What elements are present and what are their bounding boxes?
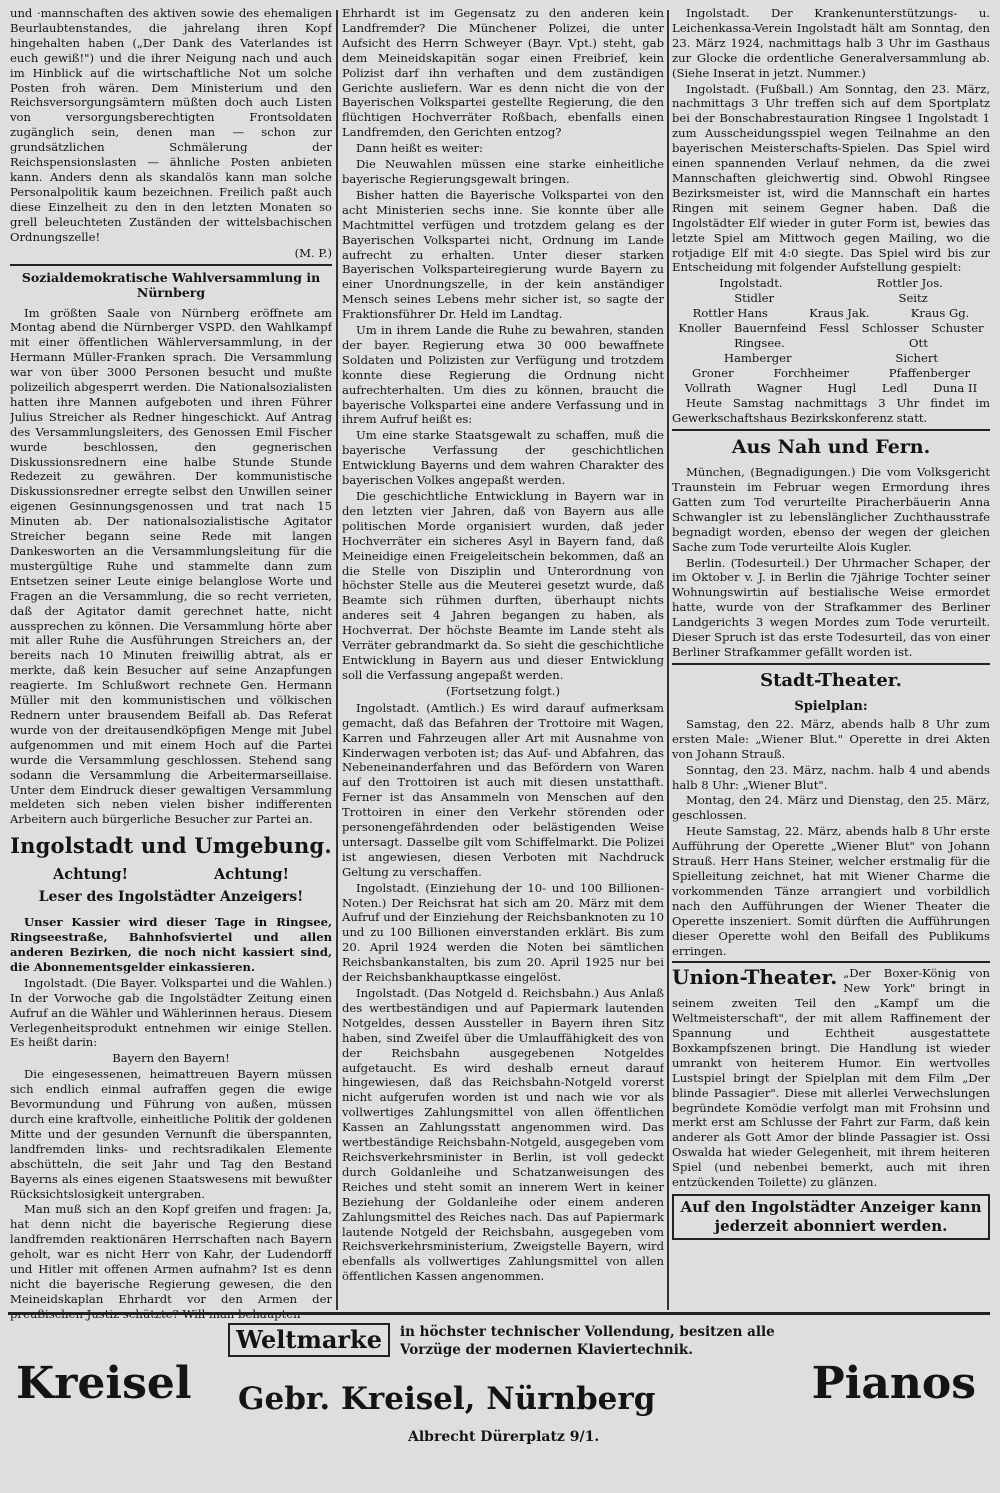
article-notgeld: Ingolstadt. (Das Notgeld d. Reichsbahn.) Aus Anlaß des wertbeständigen und auf Papiermark lautenden Notgeldes, dessen Aussteller in Bayern ihren Sitz haben, sind Zweifel über die Umlauffähigkeit des von der Reichsbahn ausgegebenen Notgeldes aufgetaucht. Es wird deshalb erneut darauf hingewiesen, daß das Reichsbahn-Notgeld vorerst nicht aufgerufen worden ist und nach wie vor als vollwertiges Zahlungsmittel von allen öffentlichen Kassen an Zahlungsstatt angenommen wird. Das wertbeständige Reichsbahn-Notgeld, ausgegeben vom Reichsverkehrsminister in Berlin, ist voll gedeckt durch Goldanleihe und Schatzanweisungen des Reiches und steht somit an innerem Wert in keiner Beziehung der Goldanleihe oder einem anderen Zahlungsmittel des Reiches nach. Das auf Papiermark lautende Notgeld der Reichsbahn, ausgegeben vom Reichsverkehrsministerium, Zweigstelle Bayern, wird ebenfalls als vollwertiges Zahlungsmittel von allen öffentlichen Kassen angenommen.: [342, 986, 664, 1284]
lineup-row: Groner Forchheimer Pfaffenberger: [691, 366, 970, 381]
article-paragraph: Bisher hatten die Bayerische Volkspartei von den acht Ministerien sechs inne. Sie konnte über alle Machtmittel verfügen und trotzdem gelang es der Bayerischen Volkspartei nicht, Ordnung im Lande aufrecht zu erhalten. Unter dieser starken Bayerischen Volksparteiregierung wurde Bayern zu einer Unordnungszelle, in der kein anständiger Mensch seines Lebens mehr sicher ist, so sagte der Fraktionsführer Dr. Held im Landtag.: [342, 187, 664, 322]
column-rule-left: [336, 10, 338, 1310]
lineup-row: Ingolstadt. Rottler Jos.: [719, 276, 943, 291]
section-heading-aus-nah-und-fern: Aus Nah und Fern.: [731, 436, 931, 459]
achtung-left: Achtung!: [53, 866, 128, 884]
kassier-notice: Unser Kassier wird dieser Tage in Ringsee, Ringseestraße, Bahnhofsviertel und allen anderen Bezirken, die noch nicht kassiert sind, die Abonnementsgelder einkassieren.: [10, 915, 332, 974]
quote-heading: Bayern den Bayern!: [112, 1051, 230, 1066]
lineup-row: Stidler Seitz: [734, 291, 928, 306]
kreisel-advertisement: [8, 1312, 990, 1485]
article-wahlversammlung: Im größten Saale von Nürnberg eröffnete am Montag abend die Nürnberger VSPD. den Wahlkampf mit einer öffentlichen Wählerversammlung, in der Hermann Müller-Franken sprach. Die Versammlung war von über 3000 Personen besucht und mußte polizeilich abgesperrt werden. Die Nationalsozialisten hatten ihre Mannen aufgeboten und ihren Führer Julius Streicher als Redner hingeschickt. Auf Antrag des Versammlungsleiters, des Genossen Emil Fischer wurde beschlossen, den gegnerischen Diskussionsrednern eine halbe Stunde Stunde Redezeit zu gewähren. Der kommunistische Diskussionsredner erregte selbst den Unwillen seiner eigenen Gesinnungsgenossen und trat nach 15 Minuten ab. Der nationalsozialistische Agitator Streicher begann seine Rede mit langen Dankesworten an die Versammlungsleitung für die mustergültige Ruhe und stammelte dann zum Entsetzen seiner Leute einige belanglose Worte und Fragen an die Versammlung, die so recht verrieten, daß der Agitator damit gerechnet hatte, nicht aussprechen zu können. Die Versammlung hörte aber mit aller Ruhe die Ausführungen Streichers an, der bereits nach 10 Minuten freiwillig abtrat, als er merkte, daß kein Besucher auf seine Anzapfungen reagierte. Im Schlußwort rechnete Gen. Hermann Müller mit den kommunistischen und völkischen Rednern unter brausendem Beifall ab. Das Referat wurde von der dreitausendköpfigen Menge mit Jubel aufgenommen und mit einem Hoch auf die Partei wurde die Versammlung geschlossen. Stehend sang sodann die Versammlung die Arbeitermarseillaise. Unter dem Eindruck dieser gewaltigen Versammlung meldeten sich neben vielen bisher indifferenten Arbeitern auch bürgerliche Besucher zur Partei an.: [10, 305, 332, 827]
article-volkspartei: Ingolstadt. (Die Bayer. Volkspartei und die Wahlen.) In der Vorwoche gab die Ingolstädter Zeitung einen Aufruf an die Wähler und Wählerinnen heraus. Diesem Verlegenheitsprodukt entnehmen wir einige Stellen. Es heißt darin:: [10, 975, 332, 1050]
article-paragraph: Dann heißt es weiter:: [356, 141, 483, 156]
quote-paragraph: Die eingesessenen, heimattreuen Bayern müssen sich endlich einmal aufraffen gegen die ewige Bevormundung und Führung von außen, müssen durch eine kraftvolle, einheitliche Politik der goldenen Mitte und der gesunden Vernunft die überspannten, landfremden links- und rechtsradikalen Elemente abschütteln, die seit Jahr und Tag den Bestand Bayerns als eines eigenen Staatswesens mit bewußter Rücksichtslosigkeit untergraben.: [10, 1067, 332, 1201]
quote-paragraph: Um eine starke Staatsgewalt zu schaffen, muß die bayerische Verfassung der geschichtlichen Entwicklung Bayerns und dem wahren Charakter des bayerischen Volkes angepaßt werden.: [342, 428, 664, 488]
column-rule-right: [667, 10, 669, 1310]
article-berlin: Berlin. (Todesurteil.) Der Uhrmacher Schaper, der im Oktober v. J. in Berlin die 7jährige Tochter seiner Wohnungswirtin auf bestialische Weise ermordet hatte, wurde von der Strafkammer des Berliner Landgerichts 3 wegen Mordes zum Tode verurteilt. Dieser Spruch ist das erste Todesurteil, das von einer Berliner Strafkammer gefällt worden ist.: [672, 555, 990, 659]
article-continuation: Ehrhardt ist im Gegensatz zu den anderen kein Landfremder? Die Münchener Polizei, die unter Aufsicht des Herrn Schweyer (Bayr. Vpt.) steht, gab dem Meineidskapitän sogar einen Freibrief, kein Polizist darf ihn verhaften und dem zuständigen Gerichte ausliefern. War es denn nicht die von der Bayerischen Volkspartei gestellte Regierung, die den flüchtigen Hochverräter Roßbach, ebenfalls einen Landfremden, den Gerichten entzog?: [342, 6, 664, 140]
section-heading-ingolstadt: Ingolstadt und Umgebung.: [10, 833, 332, 859]
column-2: [342, 6, 664, 1285]
ad-firm-name: Gebr. Kreisel, Nürnberg: [238, 1381, 656, 1417]
article-intro: und ·mannschaften des aktiven sowie des ehemaligen Beurlaubtenstandes, die jahrelang ihren Kopf hingehalten haben („Der Dank des Vaterlandes ist euch gewiß!") und die ihrer Neigung nach und auch im Hinblick auf die wirtschaftliche Not um solche Posten froh wären. Dem Ministerium und den Reichsversorgungsämtern müßten doch auch Listen von versorgungsberechtigten Frontsoldaten zugänglich sein, denen man — schon zur grundsätzlichen Schmälerung der Reichspensionslasten — ähnliche Posten anbieten kann. Anders denn als skandalös kann man solche Personalpolitik kaum bezeichnen. Freilich paßt auch diese Einzelheit zu den in den letzten Monaten so grell beleuchteten Zuständen der wittelsbachischen Ordnungszelle!: [10, 6, 332, 244]
article-wiener-blut: Heute Samstag, 22. März, abends halb 8 Uhr erste Aufführung der Operette „Wiener Blut" von Johann Strauß. Herr Hans Steiner, welcher erstmalig für die Spielleitung zeichnet, hat mit Wiener Charme die vorkommenden Tänze arrangiert und vorbildlich nach den Aufführungen der Wiener Theater die Operette inszeniert. Somit dürften die Aufführungen dieser Operette wohl den Beifall des Publikums erringen.: [672, 824, 990, 958]
article-signature: (M. P.): [294, 245, 332, 260]
ad-tagline: in höchster technischer Vollendung, besitzen alle Vorzüge der modernen Klaviertechnik.: [400, 1324, 775, 1358]
ad-address: Albrecht Dürerplatz 9/1.: [408, 1429, 600, 1445]
column-3: [672, 6, 990, 1240]
article-fussball: Ingolstadt. (Fußball.) Am Sonntag, den 23. März, nachmittags 3 Uhr treffen sich auf dem Sportplatz bei der Bonschabrestauration Ringsee 1 Ingolstadt 1 zum Ausscheidungsspiel wegen Teilnahme an den bayerischen Meisterschafts-Spielen. Das Spiel wird einen spannenden Verlauf nehmen, da die zwei Mannschaften gleichwertig sind. Obwohl Ringsee Bezirksmeister ist, wird die Mannschaft ein hartes Ringen mit seinem Gegner haben. Daß die Ingolstädter Elf wieder in guter Form ist, bewies das letzte Spiel am Mittwoch gegen Mailing, wo die rotjadige Elf mit 4:0 siegte. Das Spiel wird bis zur Entscheidung mit folgender Aufstellung gespielt:: [672, 81, 990, 275]
ad-weltmarke: Weltmarke: [228, 1323, 390, 1357]
divider: [672, 429, 990, 431]
spielplan-montag: Montag, den 24. März und Dienstag, den 25. März, geschlossen.: [672, 793, 990, 823]
article-krankenverein: Ingolstadt. Der Krankenunterstützungs- u. Leichenkassa-Verein Ingolstadt hält am Sonntag, den 23. März 1924, nachmittags halb 3 Uhr im Gasthaus zur Glocke die ordentliche Generalversammlung ab. (Siehe Inserat in jetzt. Nummer.): [672, 6, 990, 80]
lineup-row: Vollrath Wagner Hugl Ledl Duna II: [684, 381, 978, 396]
leser-notice: Leser des Ingolstädter Anzeigers!: [38, 889, 304, 906]
article-union-theater: Union-Theater. „Der Boxer-König von New York" bringt in seinem zweiten Teil den „Kampf um die Weltmeisterschaft", der mit allem Raffinement der Spannung und Echtheit ausgestattete Boxkampfszenen bringt. Die Handlung ist wieder umrankt von heiterem Humor. Ein wertvolles Lustspiel bringt der Spielplan mit dem Film „Der blinde Passagier". Diese mit allerlei Verwechslungen begründete Komödie verfolgt man mit Frohsinn und merkt erst am Schlusse der Fahrt zur Farm, daß kein anderer als Gott Amor der blinde Passagier ist. Ossi Oswalda hat wieder Gelegenheit, mit ihrem heiteren Spiel (und nebenbei bemerkt, auch mit ihren entzückenden Toilette) zu glänzen.: [672, 965, 990, 1190]
article-bezirkskonferenz: Heute Samstag nachmittags 3 Uhr findet im Gewerkschaftshaus Bezirkskonferenz statt.: [672, 396, 990, 426]
article-paragraph: Die geschichtliche Entwicklung in Bayern war in den letzten vier Jahren, daß von Bayern aus alle politischen Morde organisiert wurden, daß jeder Hochverräter ein sicheres Asyl in Bayern fand, daß Meineidige einen Freigeleitschein bekommen, daß an die Stelle von Disziplin und Unterordnung von höchster Stelle aus die Meuterei gesetzt wurde, daß Beamte sich rühmen durften, überhaupt nichts anderes seit 4 Jahren begangen zu haben, als Hochverrat. Der höchste Beamte im Lande steht als Verräter gebrandmarkt da. So sieht die geschichtliche Entwicklung in Bayern aus und dieser Entwicklung soll die Verfassung angepaßt werden.: [342, 489, 664, 682]
achtung-right: Achtung!: [214, 866, 289, 884]
spielplan-samstag: Samstag, den 22. März, abends halb 8 Uhr zum ersten Male: „Wiener Blut." Operette in drei Akten von Johann Strauß.: [672, 716, 990, 761]
team-lineup: [672, 276, 990, 396]
article-paragraph: Um in ihrem Lande die Ruhe zu bewahren, standen der bayer. Regierung etwa 30 000 bewaffnete Soldaten und Polizisten zur Verfügung und trotzdem konnte diese Regierung die Ordnung nicht aufrechterhalten. Um dies zu können, braucht die bayerische Volkspartei eine andere Verfassung und in ihrem Aufruf heißt es:: [342, 323, 664, 427]
article-billionen-noten: Ingolstadt. (Einziehung der 10- und 100 Billionen-Noten.) Der Reichsrat hat sich am 20. März mit dem Aufruf und der Einziehung der Reichsbanknoten zu 10 und zu 100 Billionen einverstanden erklärt. Bis zum 20. April 1924 werden die Noten bei sämtlichen Reichsbankanstalten, bis zum 20. April 1925 nur bei der Reichsbankhauptkasse eingelöst.: [342, 880, 664, 985]
divider: [10, 264, 332, 266]
headline-wahlversammlung: Sozialdemokratische Wahlversammlung in Nürnberg: [21, 269, 321, 300]
ad-kreisel-word: Kreisel: [16, 1358, 192, 1409]
lineup-row: Hamberger Sichert: [723, 351, 939, 366]
lineup-row: Rottler Hans Kraus Jak. Kraus Gg.: [692, 306, 970, 321]
ad-pianos-word: Pianos: [811, 1358, 976, 1409]
spielplan-heading: Spielplan:: [794, 698, 868, 714]
continuation-note: (Fortsetzung folgt.): [445, 683, 560, 698]
divider: [672, 663, 990, 665]
spielplan-sonntag: Sonntag, den 23. März, nachm. halb 4 und abends halb 8 Uhr: „Wiener Blut".: [672, 762, 990, 792]
union-theater-title: Union-Theater.: [672, 965, 838, 990]
article-muenchen: München, (Begnadigungen.) Die vom Volksgericht Traunstein im Februar wegen Ermordung ihres Gatten zum Tod verurteilte Piracherbäuerin Anna Schwangler ist zu lebenslänglicher Zuchthausstrafe begnadigt worden, ebenso der wegen der gleichen Sache zum Tode verurteilte Alois Kugler.: [672, 465, 990, 554]
divider: [672, 961, 990, 963]
subscription-box: Auf den Ingolstädter Anzeiger kann jederzeit abonniert werden.: [672, 1194, 990, 1240]
achtung-row: [10, 865, 332, 885]
quote-paragraph: Die Neuwahlen müssen eine starke einheitliche bayerische Regierungsgewalt bringen.: [342, 157, 664, 186]
section-heading-stadt-theater: Stadt-Theater.: [760, 669, 902, 691]
lineup-row: Knoller Bauernfeind Fessl Schlosser Schuster: [678, 321, 984, 336]
article-amtlich: Ingolstadt. (Amtlich.) Es wird darauf aufmerksam gemacht, daß das Befahren der Trottoire mit Wagen, Karren und Fahrzeugen aller Art mit Ausnahme von Kinderwagen verboten ist; das Auf- und Abfahren, das Nebeneinanderfahren und das Befördern von Waren auf den Trottoiren ist auch mit diesen unstatthaft. Ferner ist das Ansammeln von Menschen auf den Trottoiren in einer den Verkehr störenden oder personengefährdenden oder belästigenden Weise untersagt. Dasselbe gilt vom Schiffelmarkt. Die Polizei ist angewiesen, diesen Verboten mit Nachdruck Geltung zu verschaffen.: [342, 700, 664, 879]
article-paragraph: Man muß sich an den Kopf greifen und fragen: Ja, hat denn nicht die bayerische Regierung diese landfremden reaktionären Herrschaften nach Bayern geholt, war es nicht Herr von Kahr, der Ludendorff und Hitler mit offenen Armen aufnahm? Ist es denn nicht die bayerische Regierung gewesen, die den Meineidskaplan Ehrhardt vor den Armen der preußischen Justiz schützte? Will man behaupten: [10, 1202, 332, 1321]
lineup-row: Ringsee. Ott: [734, 336, 928, 351]
column-1: [10, 6, 332, 1323]
